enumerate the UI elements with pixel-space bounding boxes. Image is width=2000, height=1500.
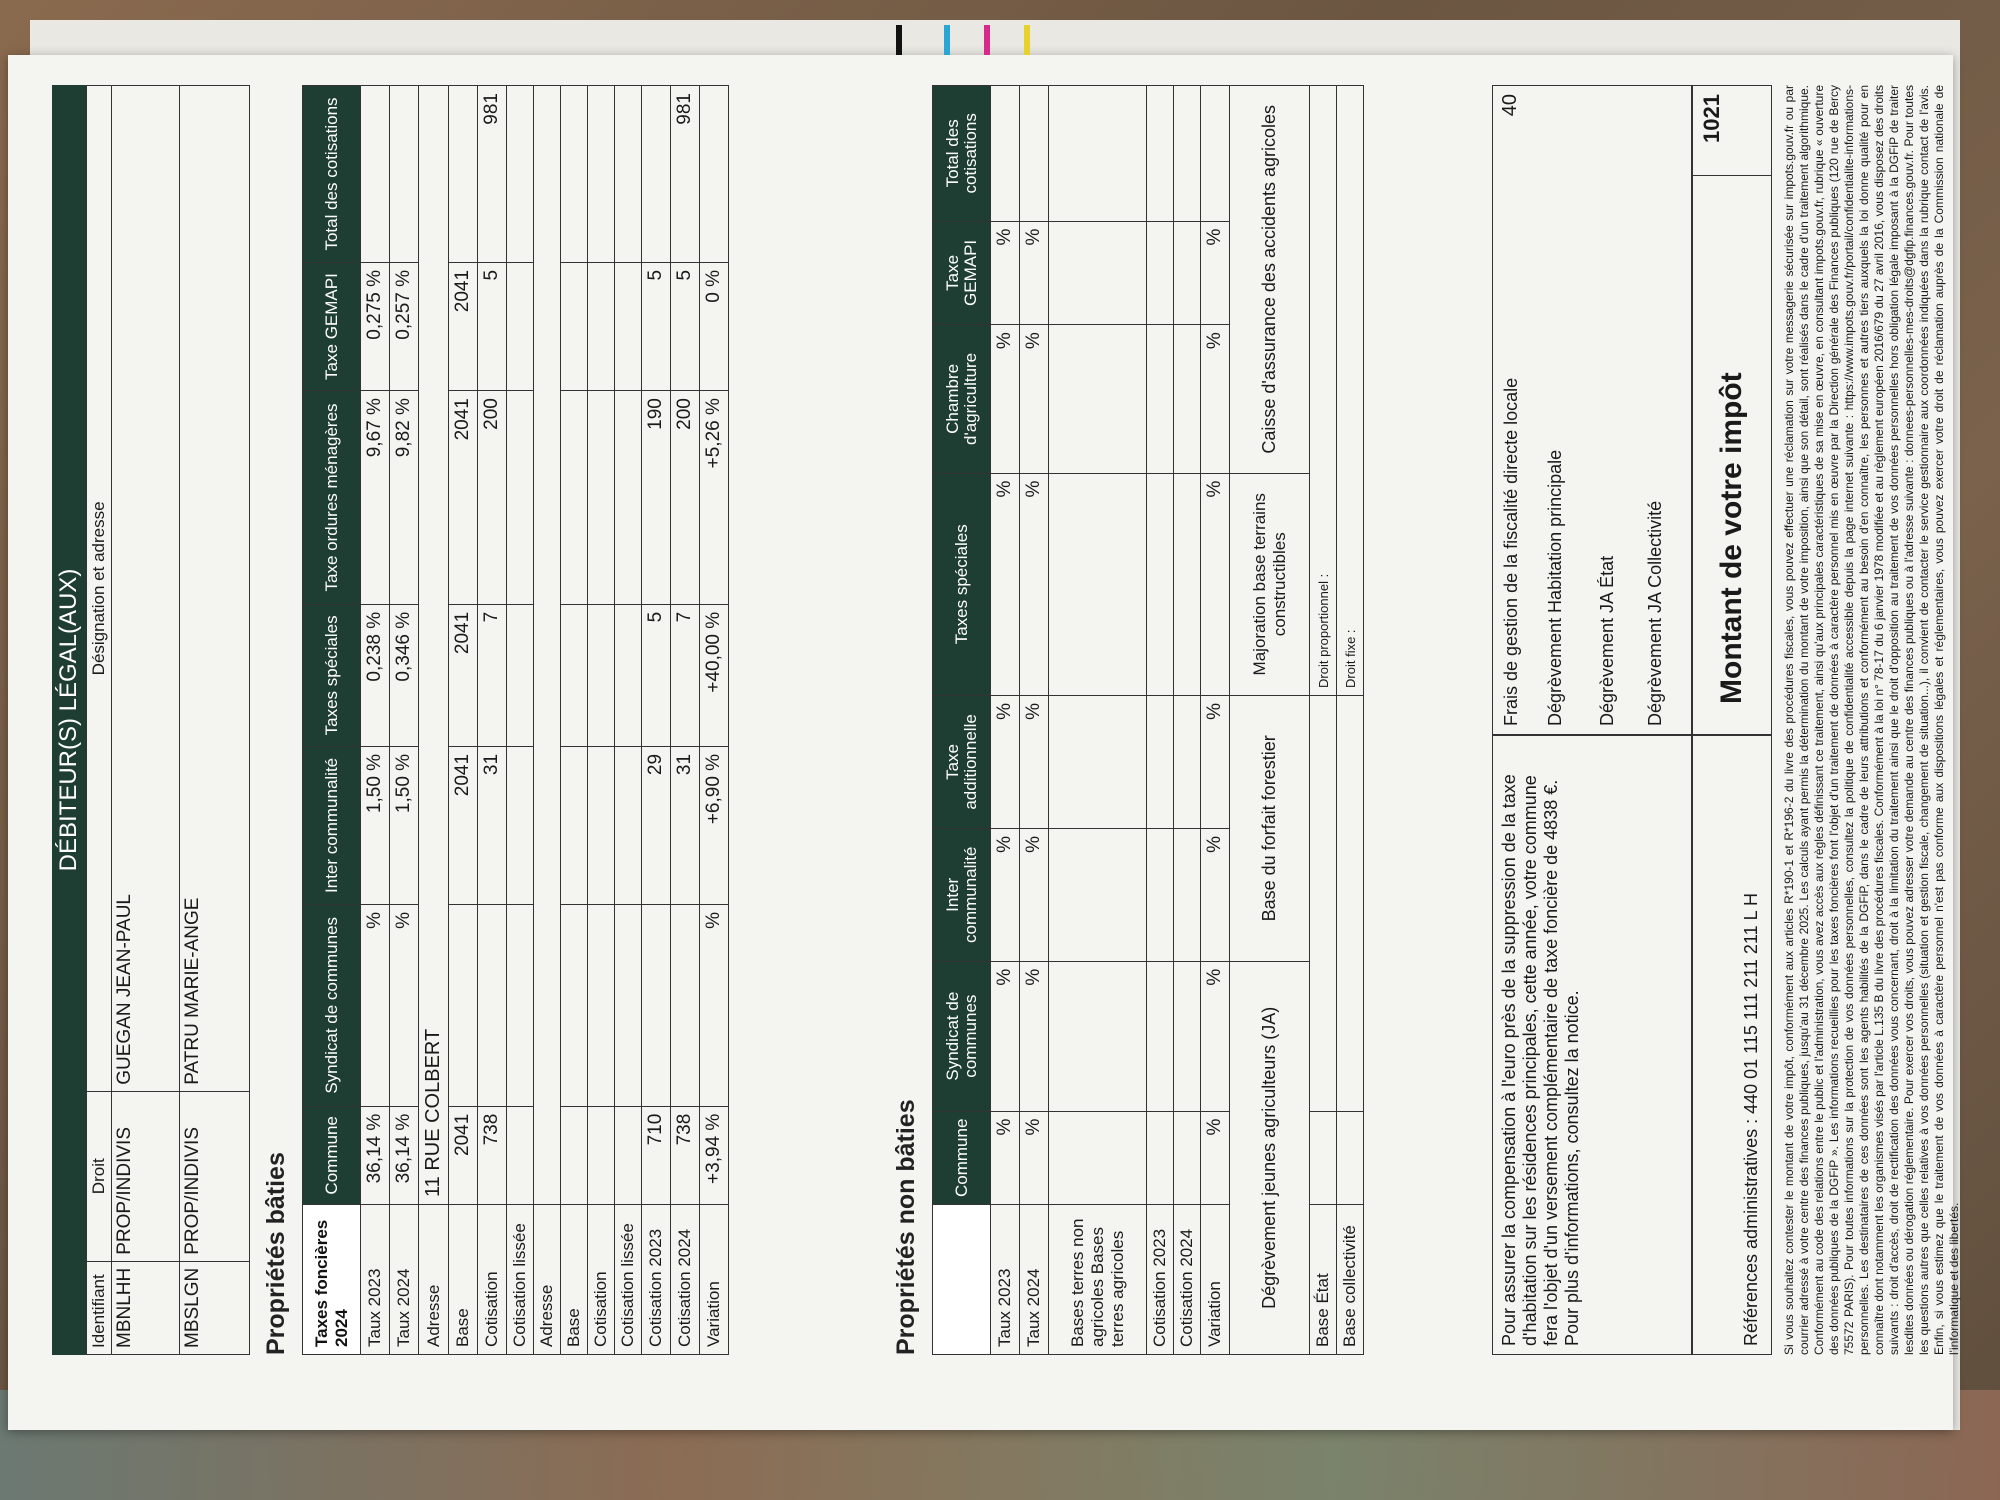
row-label: Cotisation 2023 [642, 1205, 671, 1355]
cell: % [1201, 961, 1230, 1111]
cell: 0,346 % [390, 604, 419, 746]
col-header: Inter communalité [303, 746, 361, 904]
frais-box [1492, 85, 1692, 735]
cell: % [1201, 473, 1230, 695]
cell: 0,257 % [390, 262, 419, 390]
cell: 738 [478, 1106, 507, 1204]
row-label: Cotisation [588, 1205, 615, 1355]
row-label: Base [561, 1205, 588, 1355]
cell: % [700, 904, 729, 1106]
col-header: Inter communalité [933, 828, 991, 961]
row-label: Cotisation [478, 1205, 507, 1355]
cell [671, 904, 700, 1106]
frais-gestion-label: Frais de gestion de la fiscalité directe locale [1501, 377, 1521, 726]
cell: % [991, 473, 1020, 695]
cell [449, 904, 478, 1106]
cell: 7 [478, 604, 507, 746]
row-label: Variation [1201, 1205, 1230, 1355]
cell: 2041 [449, 391, 478, 605]
cell: % [991, 221, 1020, 325]
cell: 200 [478, 391, 507, 605]
degrevement-ja-label: Dégrèvement jeunes agriculteurs (JA) [1230, 961, 1310, 1354]
cell: % [1020, 473, 1049, 695]
debiteur-id: MBNLHH [112, 1261, 180, 1354]
majoration-label: Majoration base terrains constructibles [1230, 473, 1310, 695]
cell: 1,50 % [390, 746, 419, 904]
col-header: Taxe GEMAPI [303, 262, 361, 390]
cell [478, 904, 507, 1106]
deg-ja-coll-label: Dégrèvement JA Collectivité [1645, 500, 1665, 726]
col-header: Commune [303, 1106, 361, 1204]
col-header: Taxe additionnelle [933, 695, 991, 828]
col-header: Syndicat de communes [303, 904, 361, 1106]
cell: +3,94 % [700, 1106, 729, 1204]
col-header: Taxes spéciales [303, 604, 361, 746]
cell: % [1020, 961, 1049, 1111]
deg-ja-etat-label: Dégrèvement JA État [1597, 555, 1617, 726]
col-header: Taxe GEMAPI [933, 221, 991, 325]
cell: +6,90 % [700, 746, 729, 904]
rotated-document [12, 60, 1961, 1380]
print-mark [1024, 25, 1030, 55]
droit-fixe-label: Droit fixe : [1337, 86, 1364, 696]
cell: 36,14 % [361, 1106, 390, 1204]
col-header: Total des cotisations [933, 86, 991, 222]
col-header: Chambre d'agriculture [933, 325, 991, 473]
row-label: Cotisation 2023 [1147, 1205, 1174, 1355]
cell: 981 [671, 86, 700, 263]
row-label: Base [449, 1205, 478, 1355]
row-label: Cotisation lissée [507, 1205, 534, 1355]
cell: % [991, 325, 1020, 473]
cell: % [1020, 828, 1049, 961]
frais-gestion-value: 40 [1499, 94, 1521, 117]
debiteur-name: GUEGAN JEAN-PAUL [112, 86, 180, 1092]
cell: 0 % [700, 262, 729, 390]
section-label-baties: Propriétés bâties [262, 1152, 290, 1355]
cell: 5 [642, 604, 671, 746]
cell: % [1020, 695, 1049, 828]
montant-value: 1021 [1693, 86, 1771, 176]
row-label: Variation [700, 1205, 729, 1355]
cell: 1,50 % [361, 746, 390, 904]
cell: % [361, 904, 390, 1106]
col-header: Taxe ordures ménagères [303, 391, 361, 605]
col-droit: Droit [87, 1091, 112, 1261]
references-box [1692, 735, 1772, 1355]
debiteur-droit: PROP/INDIVIS [112, 1091, 180, 1261]
cell: % [1020, 221, 1049, 325]
cell: % [1201, 325, 1230, 473]
row-label: Taux 2023 [991, 1205, 1020, 1355]
col-header: Total des cotisations [303, 86, 361, 263]
cell: % [991, 1111, 1020, 1204]
row-label: Adresse [534, 1205, 561, 1355]
row-label: Taux 2023 [361, 1205, 390, 1355]
baties-corner: Taxes foncières 2024 [303, 1205, 361, 1355]
cell [390, 86, 419, 263]
cell: 2041 [449, 604, 478, 746]
debiteur-droit: PROP/INDIVIS [180, 1091, 250, 1261]
cell [642, 904, 671, 1106]
row-label: Base État [1310, 1205, 1337, 1355]
cell: 2041 [449, 262, 478, 390]
cell: % [991, 961, 1020, 1111]
row-label: Cotisation 2024 [671, 1205, 700, 1355]
col-designation: Désignation et adresse [87, 86, 112, 1092]
cell [449, 86, 478, 263]
col-header: Taxes spéciales [933, 473, 991, 695]
cell: 31 [671, 746, 700, 904]
print-mark [944, 25, 950, 55]
cell: 710 [642, 1106, 671, 1204]
cell: 0,238 % [361, 604, 390, 746]
compensation-amount: 4838 €. [1541, 779, 1561, 840]
cell: % [1201, 221, 1230, 325]
deg-hab-label: Dégrèvement Habitation principale [1545, 449, 1565, 726]
compensation-text: Pour assurer la compensation à l'euro près de la suppression de la taxe d'habitation sur les résidences principales, cette année, votre commune fera l'objet d'un versement complémentaire de taxe foncière de [1499, 774, 1561, 1346]
cell [361, 86, 390, 263]
caisse-label: Caisse d'assurance des accidents agricoles [1230, 86, 1310, 474]
baties-table [302, 85, 729, 1355]
cell [642, 86, 671, 263]
base-forfait-label: Base du forfait forestier [1230, 695, 1310, 961]
row-label: Bases terres non agricoles Bases terres agricoles [1049, 1205, 1147, 1355]
cell: 9,67 % [361, 391, 390, 605]
cell: % [1201, 695, 1230, 828]
cell: 5 [642, 262, 671, 390]
cell: 2041 [449, 1106, 478, 1204]
row-label: Taux 2024 [1020, 1205, 1049, 1355]
print-mark [984, 25, 990, 55]
cell: 981 [478, 86, 507, 263]
references: Références administratives : 440 01 115 111 211 211 L H [1741, 893, 1761, 1346]
cell: % [991, 828, 1020, 961]
cell: % [1020, 1111, 1049, 1204]
non-baties-table [932, 85, 1364, 1355]
cell: 29 [642, 746, 671, 904]
montant-label: Montant de votre impôt [1715, 372, 1748, 704]
cell: +40,00 % [700, 604, 729, 746]
droit-proportionnel-label: Droit proportionnel : [1310, 86, 1337, 696]
cell: +5,26 % [700, 391, 729, 605]
compensation-more: Pour plus d'informations, consultez la notice. [1562, 990, 1582, 1346]
cell: % [390, 904, 419, 1106]
cell: 190 [642, 391, 671, 605]
cell: 5 [671, 262, 700, 390]
cell: 0,275 % [361, 262, 390, 390]
cell: % [991, 695, 1020, 828]
cell: 31 [478, 746, 507, 904]
cell: 738 [671, 1106, 700, 1204]
debiteur-name: PATRU MARIE-ANGE [180, 86, 250, 1092]
row-label: Cotisation 2024 [1174, 1205, 1201, 1355]
col-identifiant: Identifiant [87, 1261, 112, 1354]
cell: 7 [671, 604, 700, 746]
section-label-non-baties: Propriétés non bâties [892, 1099, 920, 1355]
col-header: Syndicat de communes [933, 961, 991, 1111]
row-label: Base collectivité [1337, 1205, 1364, 1355]
row-label: Adresse [419, 1205, 449, 1355]
row-label: Taux 2024 [390, 1205, 419, 1355]
cell: 9,82 % [390, 391, 419, 605]
cell [700, 86, 729, 263]
property-address: 11 RUE COLBERT [419, 86, 449, 1205]
legal-footer: Si vous souhaitez contester le montant de votre impôt, conformément aux articles R*190-1 et R*196-2 du livre des procédures fiscales, vous pouvez effectuer une réclamation sur votre messagerie sécurisée sur impots.gouv.fr ou par courrier adressé à votre centre des finances publiques, jusqu'au 31 décembre 2025. Les calculs ayant permis la détermination du montant de votre imposition, ainsi que son détail, sont réalisés dans le cadre d'un traitement algorithmique. Conformément au code des relations entre le public et l'administration, vous avez accès aux règles définissant ce traitement, ainsi qu'aux principales caractéristiques de sa mise en œuvre, en consultant impots.gouv.fr, rubrique « ouverture des données publiques de la DGFiP ». Les informations recueillies pour les taxes foncières font l'objet d'un traitement de données à caractère personnel mis en œuvre par la Direction générale des Finances publiques (120 rue de Bercy 75572 PARIS). Pour toutes informations sur la protection de vos données personnelles, consultez la politique de confidentialité accessible depuis la page internet suivante : https://www.impots.gouv.fr/portail/confidentialite-informations-personnelles. Les destinataires de ces données sont les agents habilités de la DGFiP, dans le cadre de leurs attributions et conformément au besoin d'en connaître, les personnes et autres tiers auxquels la loi donne qualité pour en connaître dont notamment les organismes visés par l'article L.135 B du livre des procédures fiscales. Conformément à la loi n° 78-17 du 6 janvier 1978 modifiée et au règlement européen 2016/679 du 27 avril 2016, vous disposez des droits suivants : droit d'accès, droit de rectification des données vous concernant, droit à la limitation du traitement ainsi que le droit d'opposition au traitement de vos données personnelles hors obligation légale imposant à la DGFiP de traiter lesdites données ou dérogation réglementaire. Pour exercer vos droits, vous pouvez adresser votre demande au centre des finances publiques ou à l'adresse suivante : donnees-personnelles-mes-droits@dgfip.finances.gouv.fr. Pour toutes les questions autres que celles relatives à vos données personnelles (situation et gestion fiscale, changement de situation...), il convient de contacter le service gestionnaire aux coordonnées indiquées dans la rubrique contact de l'avis. Enfin, si vous estimez que le traitement de vos données à caractère personnel n'est pas conforme aux dispositions légales et réglementaires, vous pouvez exercer votre droit de réclamation auprès de la Commission nationale de l'informatique et des libertés. [1782, 85, 1961, 1355]
compensation-box [1492, 735, 1692, 1355]
debiteur-title: DÉBITEUR(S) LÉGAL(AUX) [52, 85, 86, 1355]
montant-box [1692, 85, 1772, 735]
debiteur-table [86, 85, 250, 1355]
cell: 2041 [449, 746, 478, 904]
row-label: Cotisation lissée [615, 1205, 642, 1355]
print-mark [896, 25, 902, 55]
cell: % [1020, 325, 1049, 473]
cell: % [1201, 1111, 1230, 1204]
cell: 5 [478, 262, 507, 390]
cell: % [1201, 828, 1230, 961]
debiteur-id: MBSLGN [180, 1261, 250, 1354]
col-header: Commune [933, 1111, 991, 1204]
cell: 36,14 % [390, 1106, 419, 1204]
cell: 200 [671, 391, 700, 605]
